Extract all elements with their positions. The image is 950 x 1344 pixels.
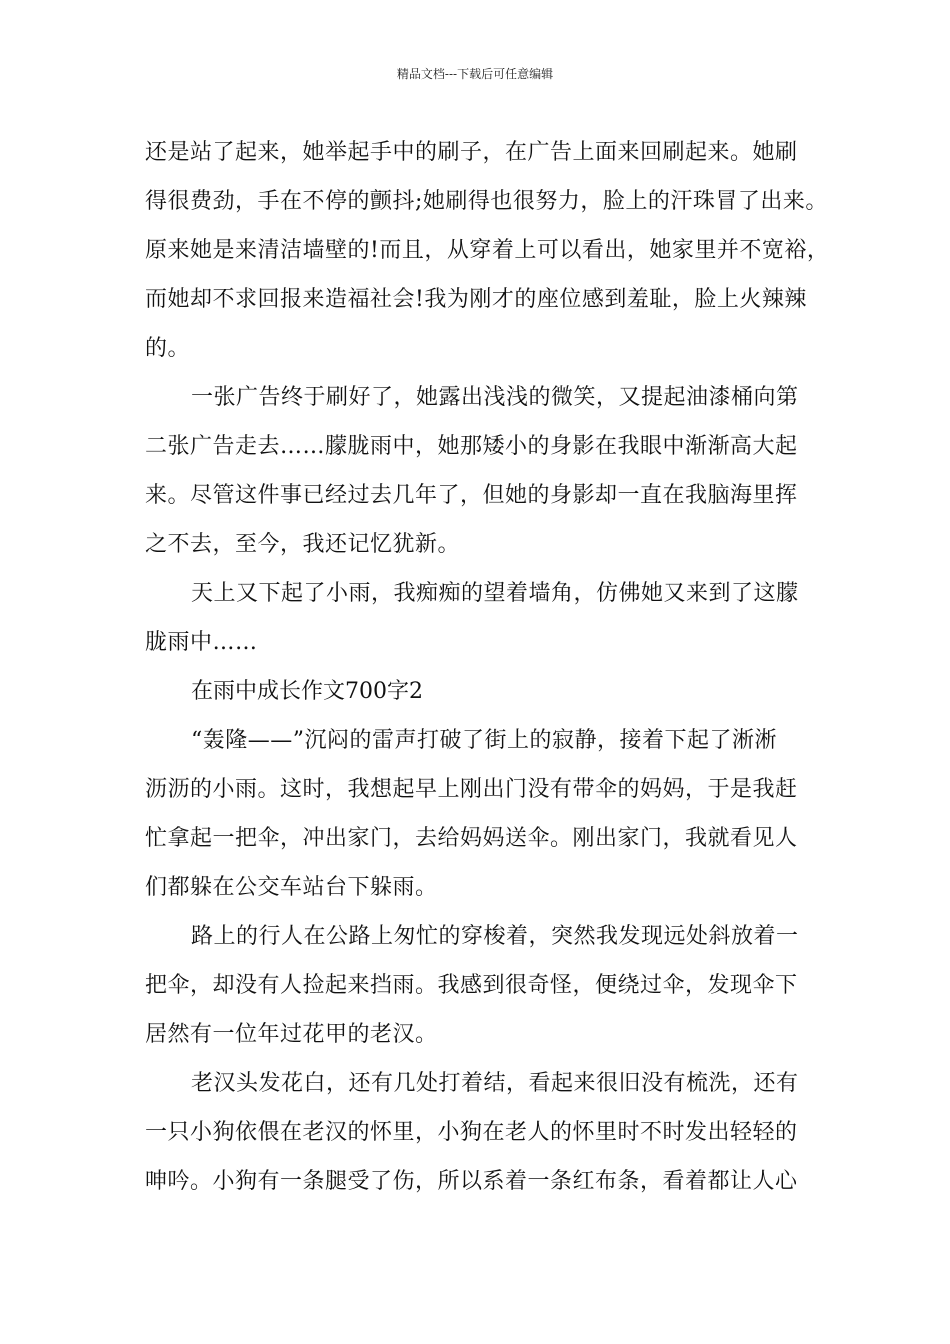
text-line: 一张广告终于刷好了，她露出浅浅的微笑，又提起油漆桶向第 bbox=[191, 385, 799, 410]
paragraph-group-1 bbox=[145, 128, 830, 667]
paragraph-p2 bbox=[145, 373, 815, 569]
paragraph-p6 bbox=[145, 1059, 815, 1206]
text-line: 沥沥的小雨。这时，我想起早上刚出门没有带伞的妈妈，于是我赶 bbox=[145, 777, 798, 802]
text-line: 把伞，却没有人捡起来挡雨。我感到很奇怪，便绕过伞，发现伞下 bbox=[145, 973, 798, 998]
paragraph-p3 bbox=[145, 569, 815, 667]
text-line: 忙拿起一把伞，冲出家门，去给妈妈送伞。刚出家门，我就看见人 bbox=[145, 826, 798, 851]
text-line: 的。 bbox=[145, 336, 191, 361]
text-line: 二张广告走去……朦胧雨中，她那矮小的身影在我眼中渐渐高大起 bbox=[145, 434, 798, 459]
text-line: 居然有一位年过花甲的老汉。 bbox=[145, 1022, 438, 1047]
paragraph-group-2 bbox=[145, 716, 815, 1206]
document-body bbox=[145, 128, 830, 1206]
page-header: 精品文档---下载后可任意编辑 bbox=[396, 67, 554, 81]
text-line: 来。尽管这件事已经过去几年了，但她的身影却一直在我脑海里挥 bbox=[145, 483, 798, 508]
text-line: 还是站了起来，她举起手中的刷子，在广告上面来回刷起来。她刷 bbox=[145, 140, 798, 165]
text-line: 胧雨中…… bbox=[145, 630, 258, 655]
text-line: 而她却不求回报来造福社会!我为刚才的座位感到羞耻，脸上火辣辣 bbox=[145, 287, 807, 312]
text-line: 之不去，至今，我还记忆犹新。 bbox=[145, 532, 461, 557]
text-line: 原来她是来清洁墙壁的!而且，从穿着上可以看出，她家里并不宽裕， bbox=[145, 238, 830, 263]
text-line: 得很费劲，手在不停的颤抖;她刷得也很努力，脸上的汗珠冒了出来。 bbox=[145, 189, 828, 214]
text-line: 一只小狗依偎在老汉的怀里，小狗在老人的怀里时不时发出轻轻的 bbox=[145, 1120, 798, 1145]
text-line: 天上又下起了小雨，我痴痴的望着墙角，仿佛她又来到了这朦 bbox=[191, 581, 799, 606]
paragraph-p4 bbox=[145, 716, 815, 912]
text-line: 们都躲在公交车站台下躲雨。 bbox=[145, 875, 438, 900]
paragraph-p1 bbox=[145, 128, 830, 373]
text-line: 老汉头发花白，还有几处打着结，看起来很旧没有梳洗，还有 bbox=[191, 1071, 799, 1096]
text-line: 路上的行人在公路上匆忙的穿梭着，突然我发现远处斜放着一 bbox=[191, 924, 799, 949]
paragraph-p5 bbox=[145, 912, 815, 1059]
text-line: 呻吟。小狗有一条腿受了伤，所以系着一条红布条，看着都让人心 bbox=[145, 1169, 798, 1194]
essay-subheading: 在雨中成长作文700字2 bbox=[191, 679, 423, 704]
text-line: “轰隆——”沉闷的雷声打破了街上的寂静，接着下起了淅淅 bbox=[191, 728, 777, 753]
